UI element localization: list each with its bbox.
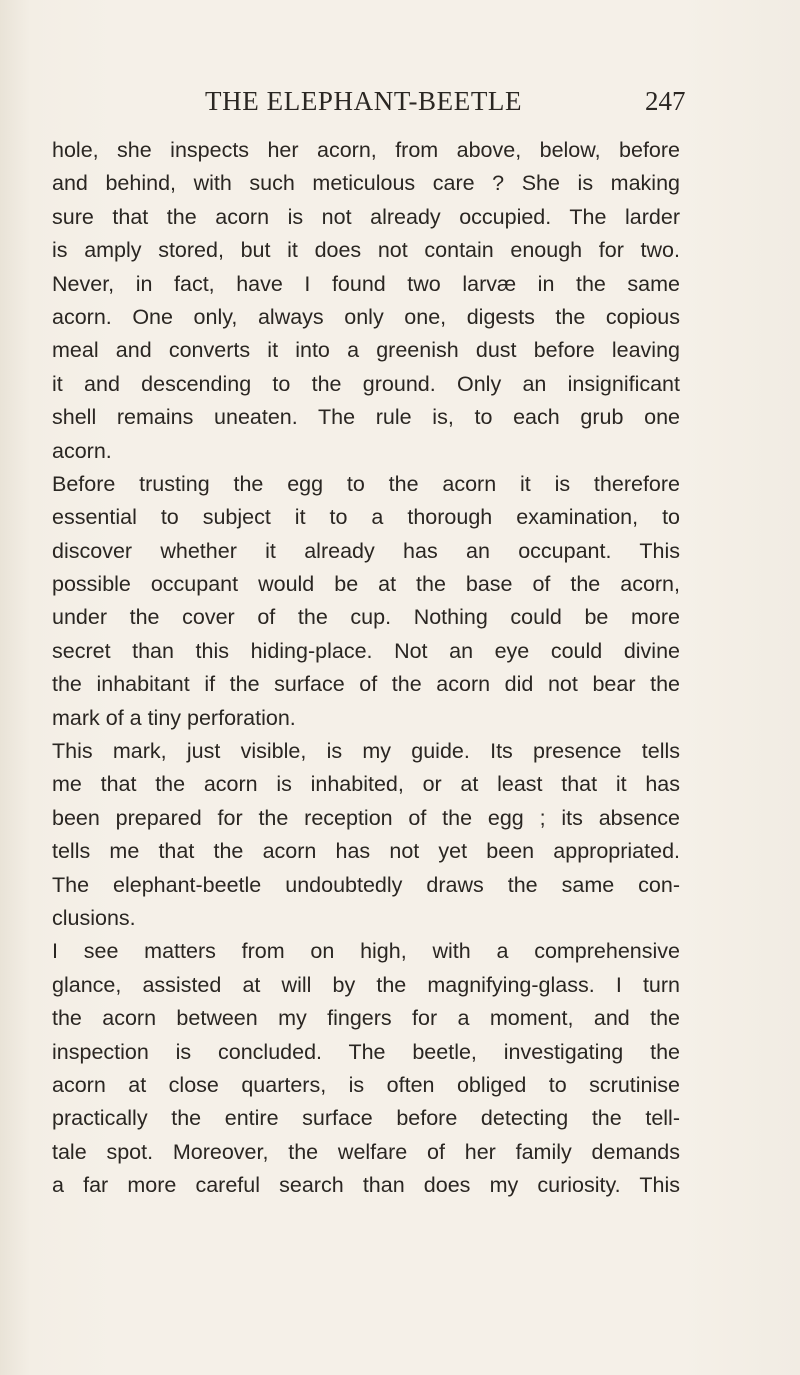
page-number: 247 <box>645 86 686 116</box>
text-line: This mark, just visible, is my guide. Its presence tells <box>52 739 680 764</box>
text-line: the acorn between my fingers for a moment, and the <box>52 1006 680 1031</box>
text-line: tells me that the acorn has not yet been appropriated. <box>52 839 680 864</box>
paragraph-end-line: mark of a tiny perforation. <box>52 705 296 730</box>
text-line: glance, assisted at will by the magnifying-glass. I turn <box>52 972 680 997</box>
text-line: sure that the acorn is not already occupied. The larder <box>52 204 680 229</box>
text-line: discover whether it already has an occupant. This <box>52 538 680 563</box>
text-line: practically the entire surface before detecting the tell- <box>52 1106 680 1131</box>
text-line: been prepared for the reception of the egg ; its absence <box>52 805 680 830</box>
text-line: possible occupant would be at the base of the acorn, <box>52 572 680 597</box>
text-line: tale spot. Moreover, the welfare of her family demands <box>52 1139 680 1164</box>
text-line: under the cover of the cup. Nothing could be more <box>52 605 680 630</box>
text-line: Never, in fact, have I found two larvæ in the same <box>52 271 680 296</box>
text-line: hole, she inspects her acorn, from above, below, before <box>52 138 680 162</box>
running-head <box>0 86 800 126</box>
text-line: The elephant-beetle undoubtedly draws the same con- <box>52 872 680 897</box>
text-line: essential to subject it to a thorough examination, to <box>52 505 680 530</box>
text-line: the inhabitant if the surface of the acorn did not bear the <box>52 672 680 697</box>
text-line: is amply stored, but it does not contain enough for two. <box>52 238 680 263</box>
paragraph-end-line: acorn. <box>52 438 112 463</box>
paragraph-end-line: clusions. <box>52 905 136 930</box>
text-line: me that the acorn is inhabited, or at least that it has <box>52 772 680 797</box>
text-line: a far more careful search than does my curiosity. This <box>52 1173 680 1198</box>
text-line: meal and converts it into a greenish dust before leaving <box>52 338 680 363</box>
text-line: and behind, with such meticulous care ? She is making <box>52 171 680 196</box>
text-line: Before trusting the egg to the acorn it is therefore <box>52 471 680 496</box>
text-line: it and descending to the ground. Only an insignificant <box>52 371 680 396</box>
text-line: acorn at close quarters, is often obliged to scrutinise <box>52 1072 680 1097</box>
text-line: acorn. One only, always only one, digests the copious <box>52 304 680 329</box>
text-line: shell remains uneaten. The rule is, to each grub one <box>52 405 680 430</box>
running-title: THE ELEPHANT-BEETLE <box>205 86 523 116</box>
text-line: I see matters from on high, with a comprehensive <box>52 939 680 964</box>
body-text <box>52 134 680 1203</box>
text-line: secret than this hiding-place. Not an eye could divine <box>52 638 680 663</box>
text-line: inspection is concluded. The beetle, investigating the <box>52 1039 680 1064</box>
